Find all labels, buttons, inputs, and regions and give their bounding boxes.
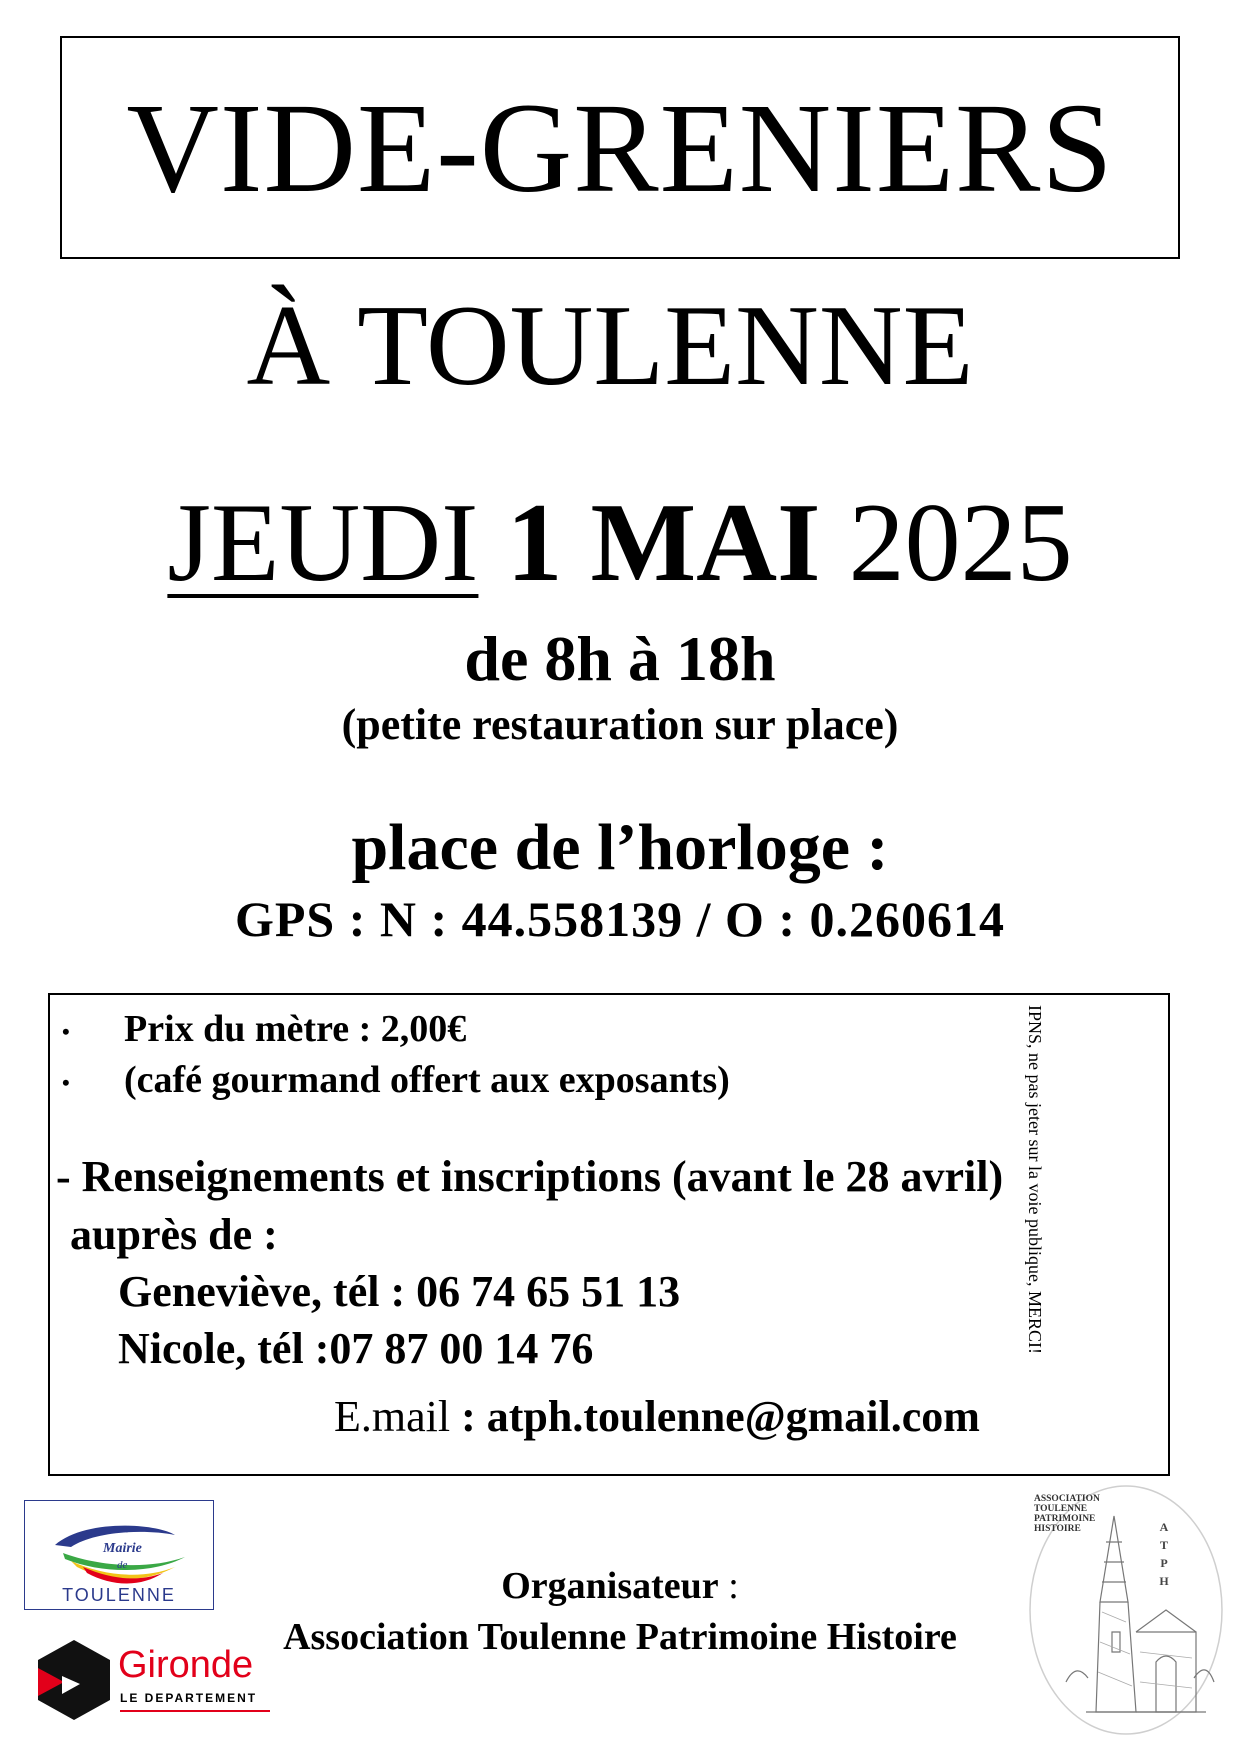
bullet-icon: •: [62, 1070, 70, 1096]
mairie-word: Mairie: [103, 1541, 142, 1556]
coffee-text: (café gourmand offert aux exposants): [124, 1059, 730, 1101]
email-label: E.mail: [334, 1392, 451, 1441]
event-hours: de 8h à 18h: [464, 623, 776, 694]
atph-text-line: TOULENNE: [1034, 1503, 1088, 1514]
contact-genevieve: Geneviève, tél : 06 74 65 51 13: [118, 1267, 681, 1316]
contact-subheading: auprès de :: [70, 1210, 278, 1259]
atph-text: [1034, 1495, 1124, 1535]
organiser-colon: :: [718, 1565, 739, 1607]
event-day-month: 1 MAI: [506, 481, 821, 605]
ipns-notice: IPNS, ne pas jeter sur la voie publique, MERCI!: [1025, 1005, 1046, 1354]
food-note: (petite restauration sur place): [341, 700, 899, 749]
atph-letter: T: [1159, 1538, 1168, 1552]
atph-letter: H: [1159, 1574, 1169, 1588]
event-weekday: JEUDI: [167, 481, 479, 605]
atph-text-line: HISTOIRE: [1034, 1523, 1081, 1534]
price-text: Prix du mètre : 2,00€: [124, 1008, 467, 1050]
info-box: [48, 993, 1170, 1476]
mairie-town: TOULENNE: [62, 1585, 176, 1605]
price-bullet: [62, 1010, 466, 1048]
contact-nicole: Nicole, tél :07 87 00 14 76: [118, 1324, 594, 1373]
gironde-subtitle: LE DEPARTEMENT: [120, 1691, 258, 1705]
organiser-name: Association Toulenne Patrimoine Histoire: [283, 1616, 957, 1658]
mairie-de: de: [117, 1559, 128, 1571]
side-note: [1025, 1005, 1224, 1415]
venue: place de l’horloge :: [351, 811, 889, 884]
email-address: : atph.toulenne@gmail.com: [461, 1392, 980, 1441]
email-row: [334, 1392, 980, 1441]
poster-title: VIDE-GRENIERS: [126, 76, 1114, 219]
atph-letter: A: [1159, 1520, 1169, 1534]
title-box: [60, 36, 1180, 259]
gironde-name: Gironde: [118, 1644, 254, 1686]
atph-text-line: ASSOCIATION: [1034, 1494, 1100, 1504]
atph-text-line: PATRIMOINE: [1034, 1513, 1096, 1524]
bullet-icon: •: [62, 1019, 70, 1045]
contact-heading: - Renseignements et inscriptions (avant le 28 avril): [56, 1152, 1004, 1201]
atph-letters: [1156, 1518, 1172, 1590]
gps-coordinates: GPS : N : 44.558139 / O : 0.260614: [234, 891, 1006, 947]
atph-logo: [1026, 1482, 1226, 1738]
atph-letter: P: [1160, 1556, 1168, 1570]
coffee-bullet: [62, 1061, 730, 1099]
gironde-rule: [120, 1710, 270, 1712]
organiser-label-text: Organisateur: [501, 1565, 719, 1607]
event-location: À TOULENNE: [246, 282, 974, 410]
event-date: [0, 481, 1240, 605]
event-year: 2025: [848, 481, 1073, 605]
